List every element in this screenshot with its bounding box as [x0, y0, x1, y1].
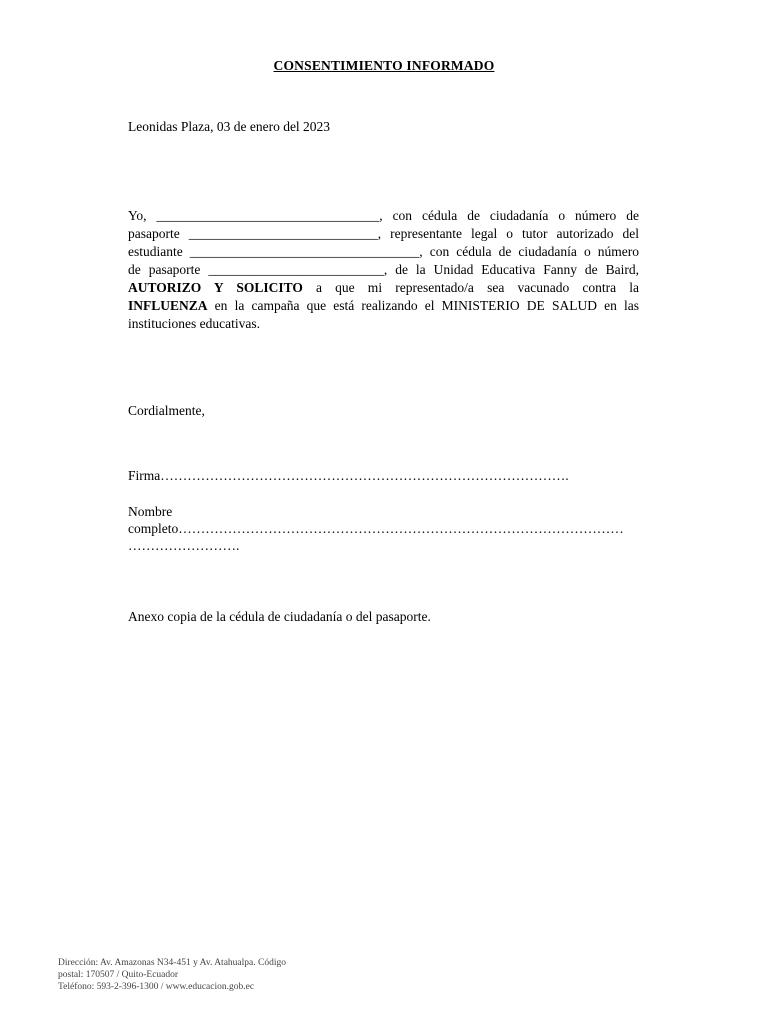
paragraph-line-5	[128, 279, 639, 297]
footer-line-3: Teléfono: 593-2-396-1300 / www.educacion.gob.ec	[58, 982, 255, 992]
paragraph-line-6	[128, 297, 639, 315]
place-date: Leonidas Plaza, 03 de enero del 2023	[128, 119, 331, 134]
document-title: CONSENTIMIENTO INFORMADO	[273, 58, 495, 73]
influenza-text: INFLUENZA	[128, 298, 208, 313]
paragraph-line-3: estudiante __________________________________, con cédula de ciudadanía o número	[128, 244, 639, 259]
paragraph-line-7: instituciones educativas.	[128, 316, 260, 331]
paragraph-line-1: Yo, _________________________________, con cédula de ciudadanía o número de	[128, 208, 639, 223]
full-name-line-continued: …………………….	[128, 538, 240, 553]
full-name-block	[128, 503, 624, 554]
full-name-label: Nombre	[128, 504, 173, 519]
footer-address	[58, 957, 286, 993]
footer-line-1: Dirección: Av. Amazonas N34-451 y Av. Atahualpa. Código	[58, 958, 286, 968]
attachment-note: Anexo copia de la cédula de ciudadanía o del pasaporte.	[128, 609, 431, 624]
paragraph-line-2: pasaporte ____________________________, representante legal o tutor autorizado del	[128, 226, 639, 241]
paragraph-line-4: de pasaporte __________________________, de la Unidad Educativa Fanny de Baird,	[128, 262, 639, 277]
paragraph-line-6-rest: en la campaña que está realizando el MINISTERIO DE SALUD en las	[207, 298, 639, 313]
consent-paragraph	[128, 207, 639, 333]
footer-line-2: postal: 170507 / Quito-Ecuador	[58, 970, 179, 980]
authorize-text: AUTORIZO Y SOLICITO	[128, 280, 303, 295]
paragraph-line-5-rest: a que mi representado/a sea vacunado contra la	[302, 280, 639, 295]
signature-line: Firma……………………………………………………………………………….	[128, 468, 569, 483]
closing-text: Cordialmente,	[128, 403, 205, 418]
full-name-line: completo………………………………………………………………………………………	[128, 521, 624, 536]
